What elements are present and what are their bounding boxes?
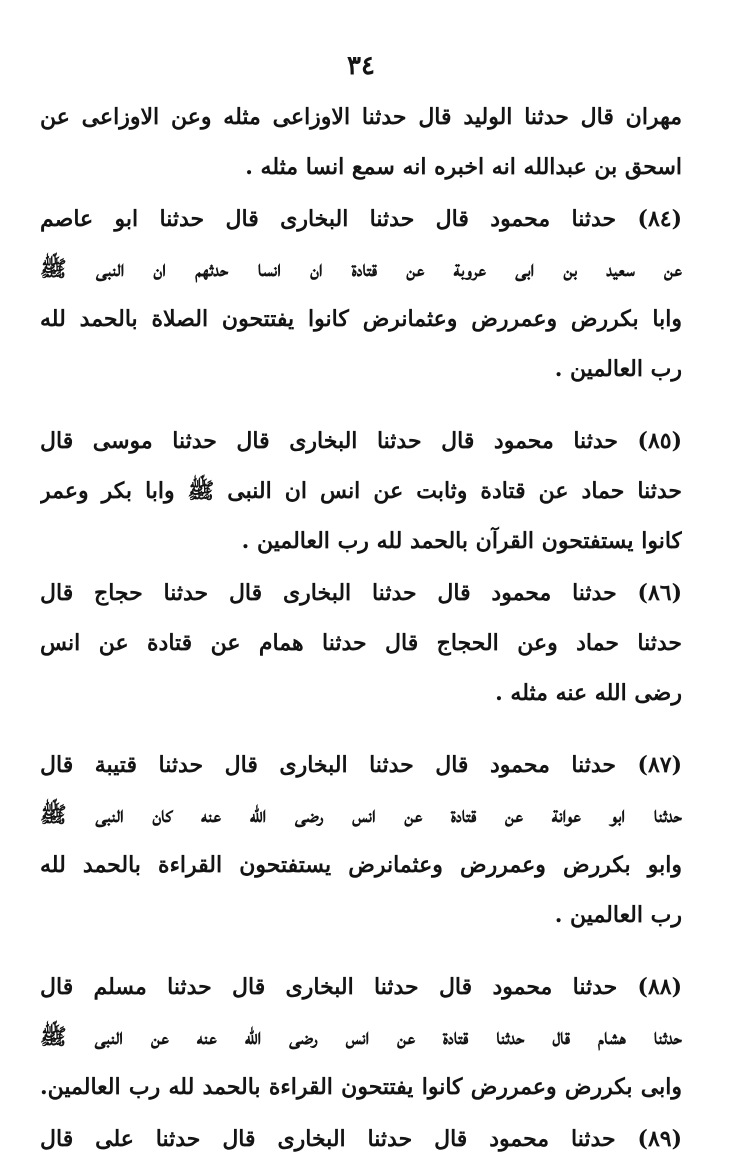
text-line: رب العالمين . bbox=[554, 902, 682, 928]
hadith-85 bbox=[40, 416, 682, 566]
hadith-89 bbox=[40, 1114, 682, 1164]
text-line: حدثنا حماد عن قتادة وثابت عن انس ان النبى ﷺ وابا بكر وعمر bbox=[40, 478, 682, 504]
text-line: كانوا يستفتحون القرآن بالحمد لله رب العالمين . bbox=[241, 528, 682, 554]
text-line: حدثنا حماد وعن الحجاج قال حدثنا همام عن قتادة عن انس bbox=[40, 630, 682, 656]
text-line: (٨٤) حدثنا محمود قال حدثنا البخارى قال حدثنا ابو عاصم bbox=[40, 206, 682, 232]
text-line: (٨٧) حدثنا محمود قال حدثنا البخارى قال حدثنا قتيبة قال bbox=[40, 752, 682, 778]
text-line: (٨٥) حدثنا محمود قال حدثنا البخارى قال حدثنا موسى قال bbox=[40, 428, 682, 454]
text-line: حدثنا ابو عوانة عن قتادة عن انس رضى الله عنه كان النبى ﷺ bbox=[40, 802, 682, 828]
text-line: (٨٩) حدثنا محمود قال حدثنا البخارى قال حدثنا على قال bbox=[40, 1126, 682, 1152]
hadith-86 bbox=[40, 568, 682, 718]
text-line: (٨٦) حدثنا محمود قال حدثنا البخارى قال حدثنا حجاج قال bbox=[40, 580, 682, 606]
text-line: مهران قال حدثنا الوليد قال حدثنا الاوزاعى مثله وعن الاوزاعى عن bbox=[40, 104, 682, 130]
text-line: (٨٨) حدثنا محمود قال حدثنا البخارى قال حدثنا مسلم قال bbox=[40, 974, 682, 1000]
text-line: اسحق بن عبدالله انه اخبره انه سمع انسا مثله . bbox=[245, 154, 682, 180]
text-line: وابا بكررض وعمررض وعثمانرض كانوا يفتتحون الصلاة بالحمد لله bbox=[40, 306, 682, 332]
text-line: وابى بكررض وعمررض كانوا يفتتحون القراءة بالحمد لله رب العالمين. bbox=[40, 1074, 682, 1100]
hadith-88 bbox=[40, 962, 682, 1112]
text-line: رضى الله عنه مثله . bbox=[495, 680, 682, 706]
hadith-87 bbox=[40, 740, 682, 940]
hadith-84 bbox=[40, 194, 682, 394]
text-line: رب العالمين . bbox=[554, 356, 682, 382]
text-line: حدثنا هشام قال حدثنا قتادة عن انس رضى الله عنه عن النبى ﷺ bbox=[40, 1024, 682, 1050]
page-number: ٣٤ bbox=[347, 51, 375, 81]
text-line: عن سعيد بن ابى عروبة عن قتادة ان انسا حدثهم ان النبى ﷺ bbox=[40, 256, 682, 282]
text-line: وابو بكررض وعمررض وعثمانرض يستفتحون القراءة بالحمد لله bbox=[40, 852, 682, 878]
paragraph-continuation bbox=[40, 92, 682, 192]
